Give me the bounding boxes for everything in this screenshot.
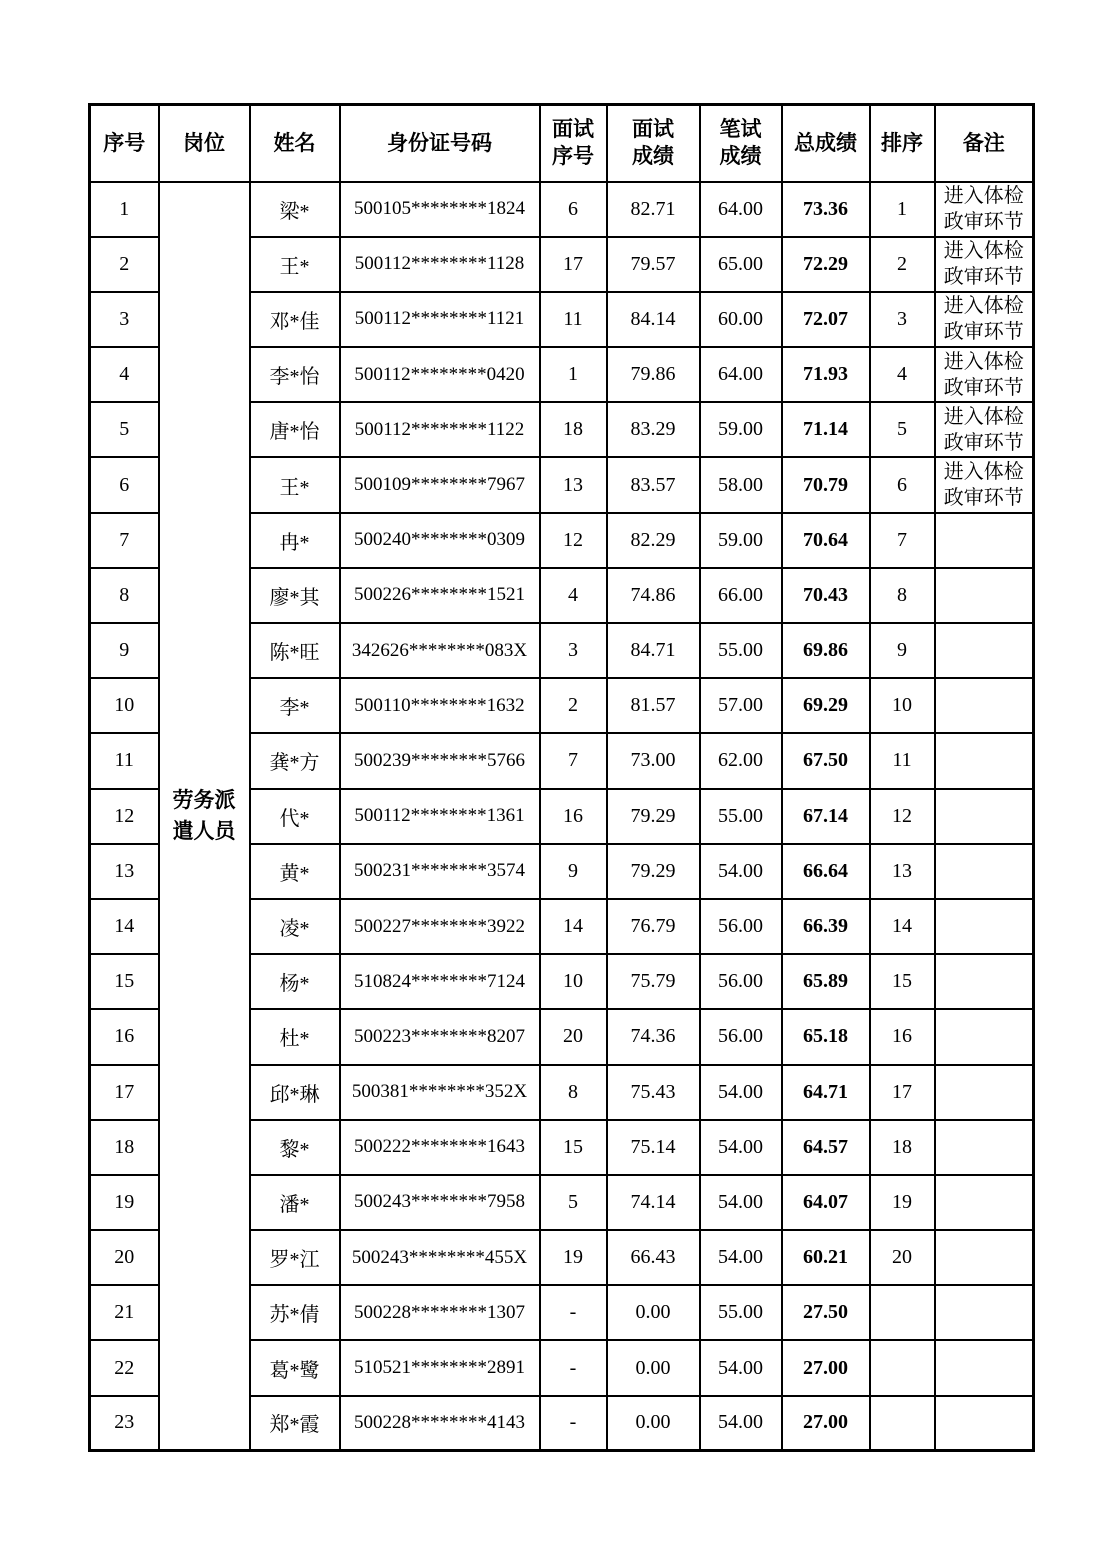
- cell-written-score: 54.00: [700, 1340, 782, 1395]
- cell-no: 20: [90, 1230, 159, 1285]
- header-interview-no: [540, 105, 607, 182]
- cell-position-merged: [159, 182, 250, 1451]
- cell-name: 王*: [250, 237, 340, 292]
- cell-remark: [935, 513, 1034, 568]
- cell-interview-score: 74.86: [607, 568, 700, 623]
- cell-total-score: 69.86: [782, 623, 870, 678]
- cell-remark: [935, 1120, 1034, 1175]
- cell-interview-no: 11: [540, 292, 607, 347]
- cell-interview-score: 83.29: [607, 402, 700, 457]
- cell-interview-no: -: [540, 1285, 607, 1340]
- cell-written-score: 64.00: [700, 182, 782, 237]
- cell-id-number: 500112********0420: [340, 347, 540, 402]
- cell-written-score: 55.00: [700, 789, 782, 844]
- cell-interview-score: 79.29: [607, 789, 700, 844]
- cell-total-score: 73.36: [782, 182, 870, 237]
- cell-no: 17: [90, 1065, 159, 1120]
- cell-interview-score: 79.86: [607, 347, 700, 402]
- cell-id-number: 500112********1361: [340, 789, 540, 844]
- table-row: [90, 182, 1034, 237]
- cell-no: 16: [90, 1009, 159, 1064]
- cell-no: 4: [90, 347, 159, 402]
- cell-interview-no: 9: [540, 844, 607, 899]
- cell-total-score: 27.00: [782, 1396, 870, 1451]
- cell-written-score: 62.00: [700, 733, 782, 788]
- header-id-number-label: 身份证号码: [387, 131, 492, 156]
- cell-total-score: 67.50: [782, 733, 870, 788]
- table-body: [90, 182, 1034, 1451]
- header-position: [159, 105, 250, 182]
- cell-total-score: 67.14: [782, 789, 870, 844]
- cell-rank: 2: [870, 237, 935, 292]
- cell-remark: [935, 402, 1034, 457]
- cell-interview-score: 83.57: [607, 457, 700, 512]
- cell-remark: [935, 623, 1034, 678]
- cell-remark: [935, 347, 1034, 402]
- cell-interview-no: 3: [540, 623, 607, 678]
- header-rank: [870, 105, 935, 182]
- cell-interview-score: 74.36: [607, 1009, 700, 1064]
- cell-name: 冉*: [250, 513, 340, 568]
- header-interview-no-label: 面试序号: [552, 116, 594, 169]
- cell-remark: [935, 1285, 1034, 1340]
- cell-total-score: 64.57: [782, 1120, 870, 1175]
- cell-total-score: 65.18: [782, 1009, 870, 1064]
- cell-written-score: 57.00: [700, 678, 782, 733]
- cell-interview-score: 84.71: [607, 623, 700, 678]
- cell-interview-score: 75.14: [607, 1120, 700, 1175]
- cell-rank: [870, 1285, 935, 1340]
- cell-interview-no: 15: [540, 1120, 607, 1175]
- cell-id-number: 500112********1121: [340, 292, 540, 347]
- cell-interview-score: 75.79: [607, 954, 700, 1009]
- cell-name: 代*: [250, 789, 340, 844]
- cell-total-score: 72.07: [782, 292, 870, 347]
- cell-remark: [935, 1175, 1034, 1230]
- header-written-score: [700, 105, 782, 182]
- cell-interview-score: 82.71: [607, 182, 700, 237]
- cell-remark: [935, 457, 1034, 512]
- cell-written-score: 60.00: [700, 292, 782, 347]
- cell-no: 18: [90, 1120, 159, 1175]
- cell-interview-no: 4: [540, 568, 607, 623]
- cell-name: 杨*: [250, 954, 340, 1009]
- cell-total-score: 70.43: [782, 568, 870, 623]
- score-table: [88, 103, 1035, 1452]
- cell-name: 罗*江: [250, 1230, 340, 1285]
- cell-id-number: 500239********5766: [340, 733, 540, 788]
- cell-name: 龚*方: [250, 733, 340, 788]
- cell-rank: 12: [870, 789, 935, 844]
- cell-remark: [935, 1065, 1034, 1120]
- header-name: [250, 105, 340, 182]
- cell-remark: [935, 1396, 1034, 1451]
- cell-id-number: 500381********352X: [340, 1065, 540, 1120]
- cell-interview-no: 1: [540, 347, 607, 402]
- cell-name: 黄*: [250, 844, 340, 899]
- cell-rank: 20: [870, 1230, 935, 1285]
- cell-name: 李*怡: [250, 347, 340, 402]
- cell-remark: [935, 678, 1034, 733]
- cell-no: 7: [90, 513, 159, 568]
- cell-interview-score: 76.79: [607, 899, 700, 954]
- cell-no: 8: [90, 568, 159, 623]
- cell-written-score: 55.00: [700, 1285, 782, 1340]
- header-name-label: 姓名: [273, 131, 316, 156]
- header-written-score-label: 笔试成绩: [719, 116, 762, 169]
- cell-interview-no: 16: [540, 789, 607, 844]
- cell-name: 苏*倩: [250, 1285, 340, 1340]
- cell-interview-no: 12: [540, 513, 607, 568]
- cell-total-score: 64.71: [782, 1065, 870, 1120]
- cell-interview-no: 19: [540, 1230, 607, 1285]
- cell-rank: 19: [870, 1175, 935, 1230]
- cell-written-score: 66.00: [700, 568, 782, 623]
- cell-name: 杜*: [250, 1009, 340, 1064]
- cell-total-score: 72.29: [782, 237, 870, 292]
- header-remark-label: 备注: [962, 131, 1005, 156]
- cell-remark: [935, 568, 1034, 623]
- cell-interview-no: 8: [540, 1065, 607, 1120]
- cell-interview-score: 73.00: [607, 733, 700, 788]
- cell-total-score: 27.50: [782, 1285, 870, 1340]
- cell-name: 邱*琳: [250, 1065, 340, 1120]
- cell-rank: 8: [870, 568, 935, 623]
- cell-id-number: 500110********1632: [340, 678, 540, 733]
- cell-name: 凌*: [250, 899, 340, 954]
- cell-no: 6: [90, 457, 159, 512]
- cell-written-score: 58.00: [700, 457, 782, 512]
- cell-no: 2: [90, 237, 159, 292]
- remark-label: 进入体检政审环节: [943, 461, 1024, 510]
- cell-no: 5: [90, 402, 159, 457]
- cell-interview-score: 79.29: [607, 844, 700, 899]
- header-interview-score-label: 面试成绩: [632, 116, 674, 169]
- cell-no: 21: [90, 1285, 159, 1340]
- cell-no: 9: [90, 623, 159, 678]
- cell-written-score: 54.00: [700, 1175, 782, 1230]
- cell-written-score: 59.00: [700, 513, 782, 568]
- cell-interview-score: 0.00: [607, 1396, 700, 1451]
- cell-rank: 13: [870, 844, 935, 899]
- cell-id-number: 510521********2891: [340, 1340, 540, 1395]
- cell-rank: [870, 1396, 935, 1451]
- cell-id-number: 500226********1521: [340, 568, 540, 623]
- cell-total-score: 71.93: [782, 347, 870, 402]
- cell-id-number: 500112********1122: [340, 402, 540, 457]
- cell-name: 郑*霞: [250, 1396, 340, 1451]
- cell-total-score: 70.79: [782, 457, 870, 512]
- cell-rank: [870, 1340, 935, 1395]
- cell-total-score: 65.89: [782, 954, 870, 1009]
- cell-rank: 4: [870, 347, 935, 402]
- cell-no: 12: [90, 789, 159, 844]
- cell-interview-score: 0.00: [607, 1340, 700, 1395]
- cell-interview-score: 82.29: [607, 513, 700, 568]
- position-label: 劳务派遣人员: [172, 788, 236, 843]
- cell-rank: 16: [870, 1009, 935, 1064]
- cell-no: 1: [90, 182, 159, 237]
- cell-id-number: 500223********8207: [340, 1009, 540, 1064]
- cell-written-score: 55.00: [700, 623, 782, 678]
- cell-total-score: 60.21: [782, 1230, 870, 1285]
- cell-rank: 9: [870, 623, 935, 678]
- cell-written-score: 65.00: [700, 237, 782, 292]
- cell-remark: [935, 733, 1034, 788]
- cell-remark: [935, 789, 1034, 844]
- header-total-score-label: 总成绩: [794, 131, 857, 156]
- cell-id-number: 500231********3574: [340, 844, 540, 899]
- cell-written-score: 54.00: [700, 1120, 782, 1175]
- cell-rank: 17: [870, 1065, 935, 1120]
- cell-interview-no: 14: [540, 899, 607, 954]
- remark-label: 进入体检政审环节: [943, 240, 1024, 289]
- cell-no: 15: [90, 954, 159, 1009]
- cell-id-number: 500240********0309: [340, 513, 540, 568]
- cell-remark: [935, 1340, 1034, 1395]
- cell-interview-no: 2: [540, 678, 607, 733]
- header-rank-label: 排序: [881, 131, 923, 156]
- cell-rank: 5: [870, 402, 935, 457]
- header-total-score: [782, 105, 870, 182]
- cell-written-score: 64.00: [700, 347, 782, 402]
- cell-rank: 1: [870, 182, 935, 237]
- cell-total-score: 71.14: [782, 402, 870, 457]
- remark-label: 进入体检政审环节: [943, 185, 1024, 234]
- cell-name: 邓*佳: [250, 292, 340, 347]
- header-id-number: [340, 105, 540, 182]
- cell-id-number: 500228********4143: [340, 1396, 540, 1451]
- header-no-label: 序号: [103, 131, 146, 156]
- cell-name: 黎*: [250, 1120, 340, 1175]
- cell-total-score: 27.00: [782, 1340, 870, 1395]
- cell-name: 葛*鹭: [250, 1340, 340, 1395]
- cell-written-score: 59.00: [700, 402, 782, 457]
- cell-rank: 7: [870, 513, 935, 568]
- cell-remark: [935, 1230, 1034, 1285]
- cell-total-score: 66.39: [782, 899, 870, 954]
- cell-remark: [935, 954, 1034, 1009]
- cell-written-score: 56.00: [700, 1009, 782, 1064]
- cell-total-score: 69.29: [782, 678, 870, 733]
- cell-id-number: 500228********1307: [340, 1285, 540, 1340]
- cell-no: 14: [90, 899, 159, 954]
- cell-total-score: 66.64: [782, 844, 870, 899]
- cell-interview-score: 81.57: [607, 678, 700, 733]
- cell-id-number: 500109********7967: [340, 457, 540, 512]
- header-interview-score: [607, 105, 700, 182]
- cell-name: 李*: [250, 678, 340, 733]
- cell-id-number: 500105********1824: [340, 182, 540, 237]
- cell-interview-no: 10: [540, 954, 607, 1009]
- cell-interview-score: 79.57: [607, 237, 700, 292]
- cell-rank: 10: [870, 678, 935, 733]
- cell-interview-score: 75.43: [607, 1065, 700, 1120]
- cell-name: 梁*: [250, 182, 340, 237]
- cell-interview-score: 74.14: [607, 1175, 700, 1230]
- cell-remark: [935, 237, 1034, 292]
- cell-no: 19: [90, 1175, 159, 1230]
- cell-written-score: 54.00: [700, 1396, 782, 1451]
- header-remark: [935, 105, 1034, 182]
- cell-interview-no: 6: [540, 182, 607, 237]
- cell-id-number: 500112********1128: [340, 237, 540, 292]
- cell-interview-no: 18: [540, 402, 607, 457]
- cell-total-score: 70.64: [782, 513, 870, 568]
- cell-remark: [935, 182, 1034, 237]
- cell-name: 唐*怡: [250, 402, 340, 457]
- cell-rank: 3: [870, 292, 935, 347]
- cell-no: 10: [90, 678, 159, 733]
- cell-rank: 11: [870, 733, 935, 788]
- cell-interview-no: -: [540, 1396, 607, 1451]
- cell-id-number: 500243********455X: [340, 1230, 540, 1285]
- cell-no: 11: [90, 733, 159, 788]
- cell-rank: 18: [870, 1120, 935, 1175]
- cell-no: 3: [90, 292, 159, 347]
- cell-id-number: 510824********7124: [340, 954, 540, 1009]
- cell-remark: [935, 292, 1034, 347]
- cell-id-number: 500222********1643: [340, 1120, 540, 1175]
- cell-interview-score: 0.00: [607, 1285, 700, 1340]
- cell-written-score: 56.00: [700, 899, 782, 954]
- cell-written-score: 56.00: [700, 954, 782, 1009]
- cell-interview-no: 20: [540, 1009, 607, 1064]
- cell-no: 22: [90, 1340, 159, 1395]
- header-row: [90, 105, 1034, 182]
- cell-interview-score: 66.43: [607, 1230, 700, 1285]
- cell-id-number: 500243********7958: [340, 1175, 540, 1230]
- remark-label: 进入体检政审环节: [943, 405, 1024, 454]
- cell-remark: [935, 844, 1034, 899]
- cell-remark: [935, 1009, 1034, 1064]
- remark-label: 进入体检政审环节: [943, 295, 1024, 344]
- cell-interview-no: 5: [540, 1175, 607, 1230]
- cell-no: 13: [90, 844, 159, 899]
- cell-id-number: 342626********083X: [340, 623, 540, 678]
- cell-interview-no: -: [540, 1340, 607, 1395]
- cell-interview-no: 13: [540, 457, 607, 512]
- cell-rank: 14: [870, 899, 935, 954]
- cell-rank: 15: [870, 954, 935, 1009]
- cell-interview-no: 17: [540, 237, 607, 292]
- cell-rank: 6: [870, 457, 935, 512]
- cell-name: 廖*其: [250, 568, 340, 623]
- cell-interview-score: 84.14: [607, 292, 700, 347]
- cell-no: 23: [90, 1396, 159, 1451]
- cell-written-score: 54.00: [700, 1230, 782, 1285]
- cell-total-score: 64.07: [782, 1175, 870, 1230]
- cell-written-score: 54.00: [700, 1065, 782, 1120]
- cell-interview-no: 7: [540, 733, 607, 788]
- cell-remark: [935, 899, 1034, 954]
- cell-id-number: 500227********3922: [340, 899, 540, 954]
- cell-written-score: 54.00: [700, 844, 782, 899]
- cell-name: 潘*: [250, 1175, 340, 1230]
- remark-label: 进入体检政审环节: [943, 350, 1024, 399]
- header-position-label: 岗位: [183, 131, 225, 156]
- cell-name: 王*: [250, 457, 340, 512]
- cell-name: 陈*旺: [250, 623, 340, 678]
- header-no: [90, 105, 159, 182]
